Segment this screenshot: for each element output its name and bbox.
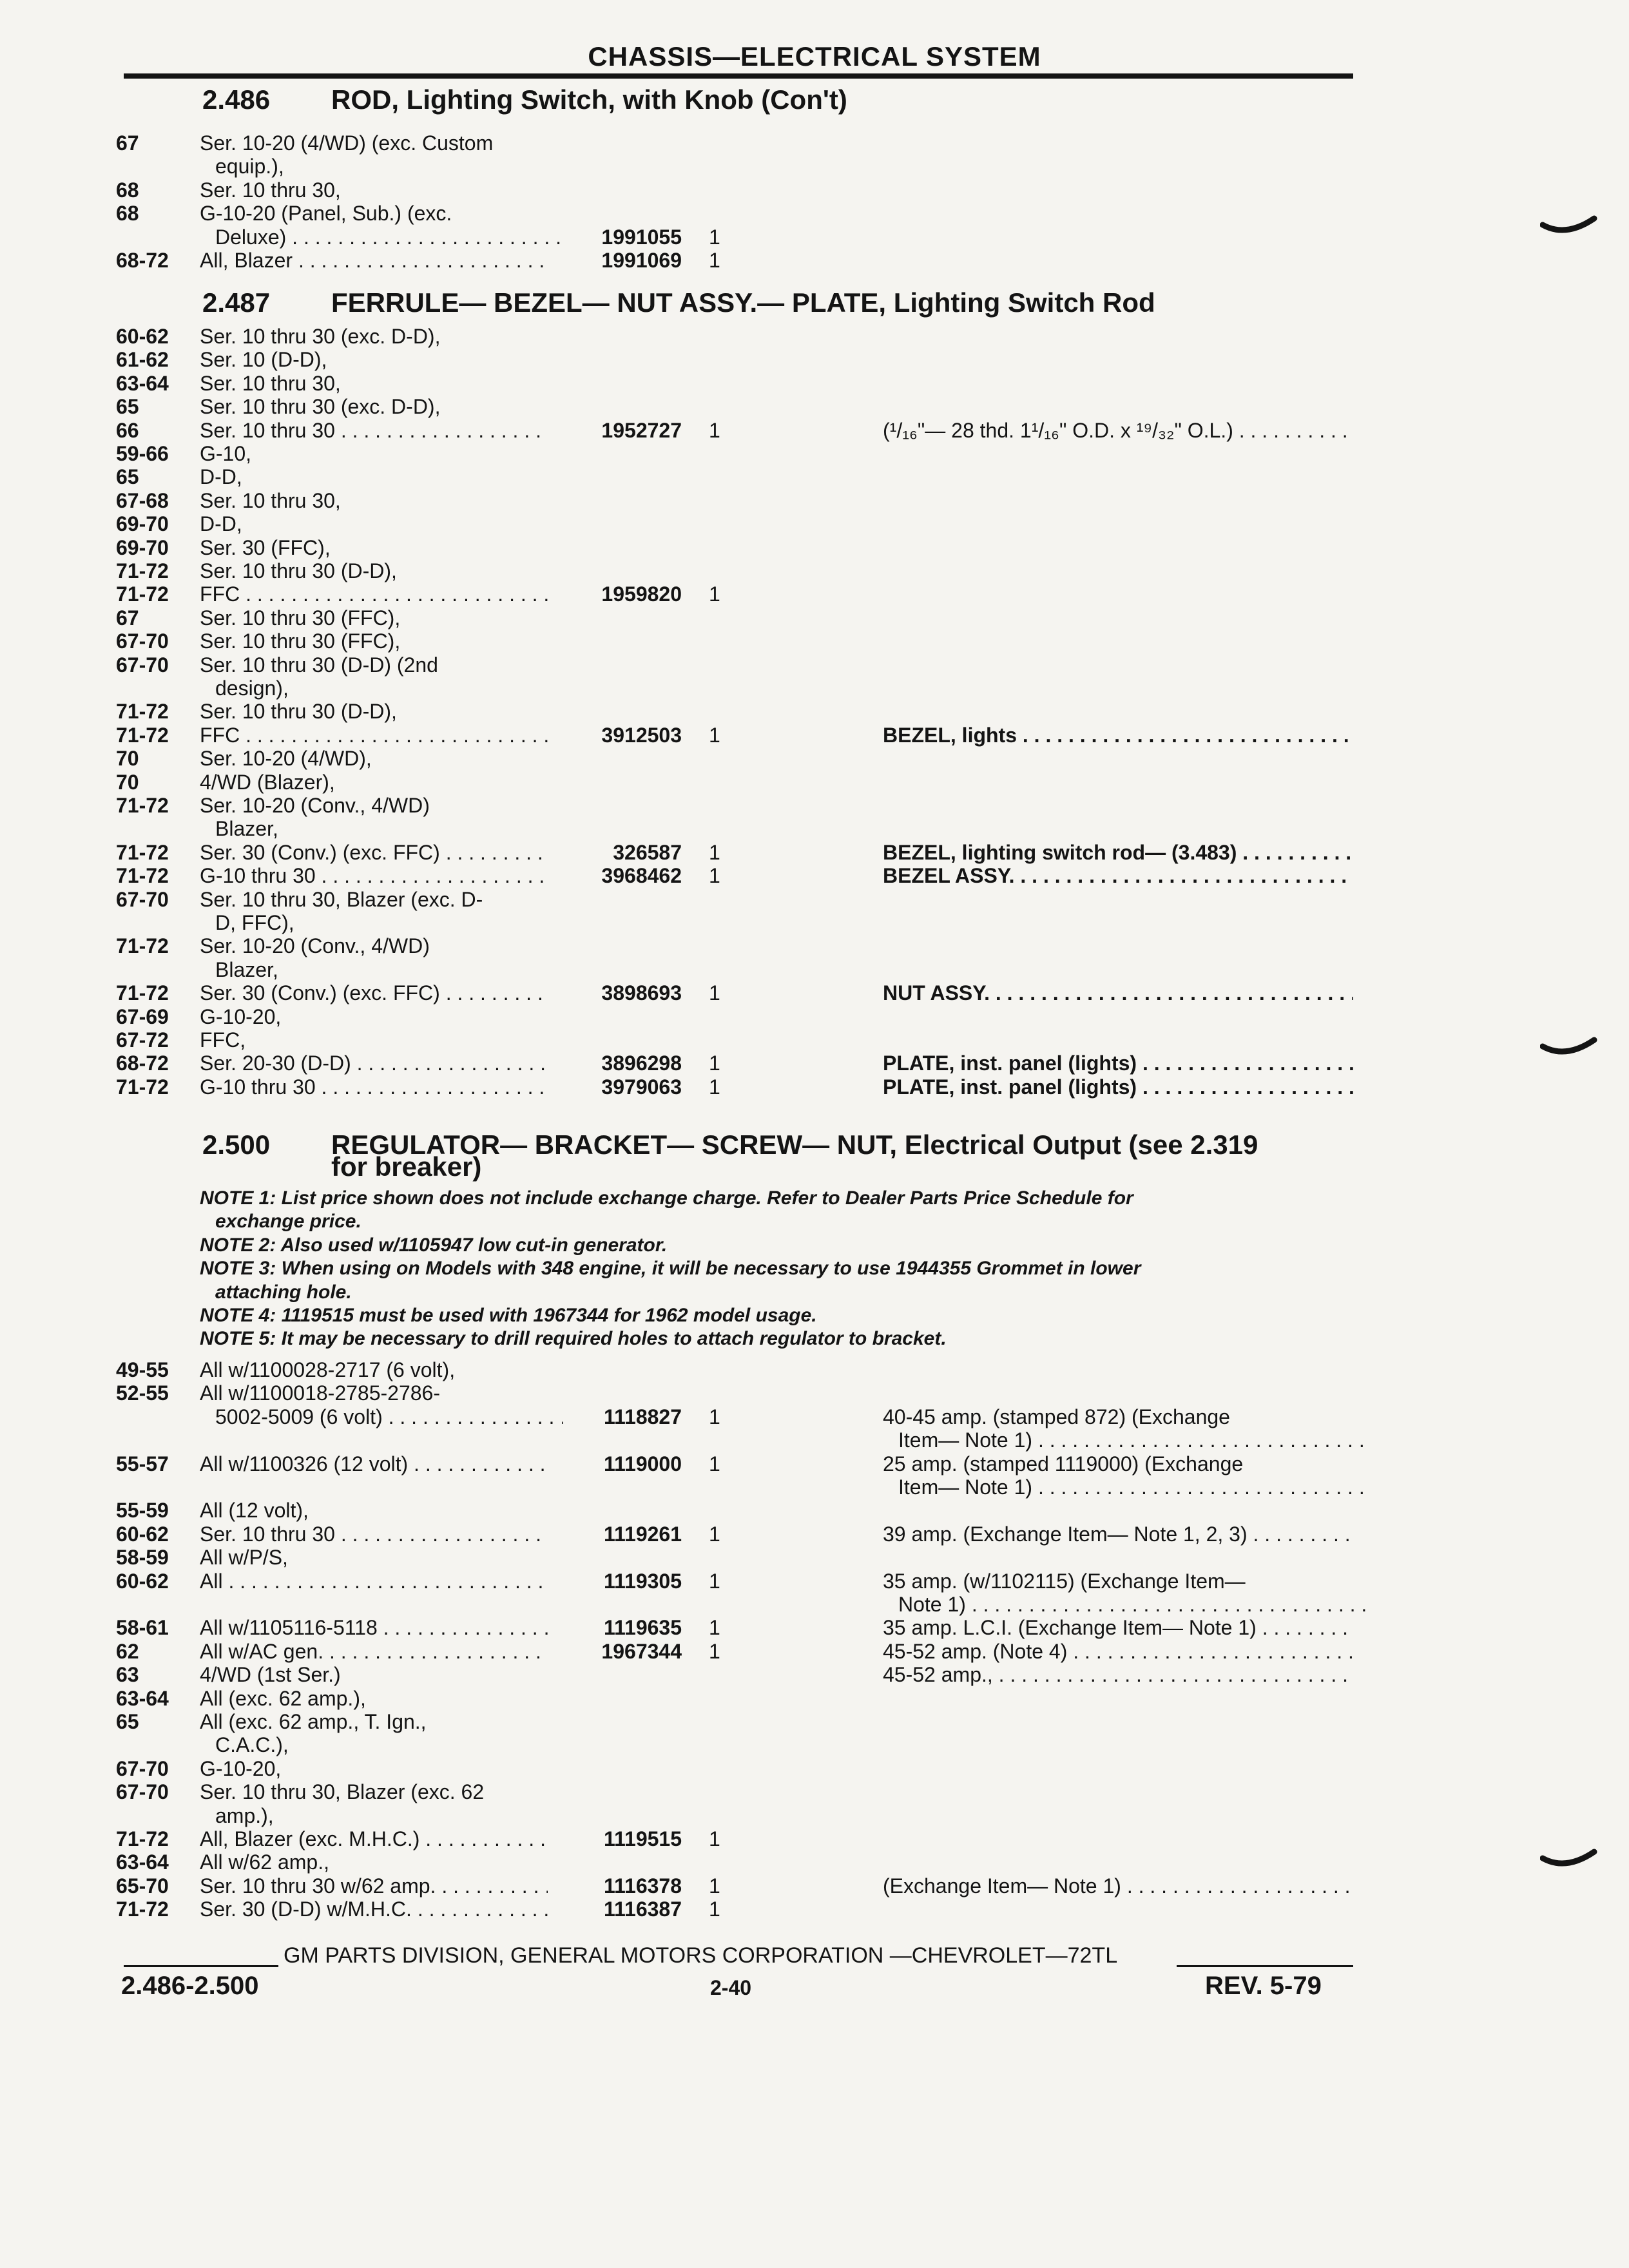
part-number: 1119635 xyxy=(603,1616,682,1639)
model-year: 55-57 xyxy=(116,1452,169,1475)
model-year: 67-70 xyxy=(116,1757,169,1780)
part-number: 1991055 xyxy=(601,226,682,249)
application: All w/AC gen. . . . xyxy=(200,1640,548,1663)
section-title: ROD, Lighting Switch, with Knob (Con't) xyxy=(331,84,847,115)
table-row xyxy=(0,817,1629,840)
application: All . . . xyxy=(200,1570,548,1593)
application: Ser. 30 (Conv.) (exc. FFC) . . . xyxy=(200,981,548,1004)
description: PLATE, inst. panel (lights) . . . xyxy=(883,1075,1353,1099)
model-year: 71-72 xyxy=(116,582,169,606)
description: (¹/₁₆"— 28 thd. 1¹/₁₆" O.D. x ¹⁹/₃₂" O.L.) . . . xyxy=(883,419,1353,442)
quantity: 1 xyxy=(709,1616,720,1639)
application: Ser. 10 thru 30 . . . xyxy=(200,1523,548,1546)
application: Ser. 10-20 (4/WD), xyxy=(200,747,372,770)
part-number: 1952727 xyxy=(601,419,682,442)
application: Ser. 30 (Conv.) (exc. FFC) . . . xyxy=(200,841,548,864)
table-row xyxy=(0,1428,1629,1452)
description: PLATE, inst. panel (lights) . . . xyxy=(883,1052,1353,1075)
application: Ser. 20-30 (D-D) . . . xyxy=(200,1052,548,1075)
application: G-10-20, xyxy=(200,1757,282,1780)
table-row xyxy=(0,465,1629,488)
section-note: NOTE 5: It may be necessary to drill required holes to attach regulator to bracket. xyxy=(200,1328,947,1350)
application: G-10 thru 30 . . . xyxy=(200,1075,548,1099)
scan-mark-2 xyxy=(1540,1031,1598,1063)
application: design), xyxy=(215,677,289,700)
application: Ser. 30 (D-D) w/M.H.C. . . . xyxy=(200,1898,548,1921)
application: 4/WD (1st Ser.) xyxy=(200,1663,341,1686)
application: All, Blazer (exc. M.H.C.) . . . xyxy=(200,1827,548,1850)
quantity: 1 xyxy=(709,419,720,442)
model-year: 52-55 xyxy=(116,1381,169,1405)
section-note: NOTE 4: 1119515 must be used with 1967344 for 1962 model usage. xyxy=(200,1305,817,1326)
footer-rule-left xyxy=(124,1965,278,1967)
application: All w/1100018-2785-2786- xyxy=(200,1381,440,1405)
application: All w/P/S, xyxy=(200,1546,288,1569)
table-row xyxy=(0,700,1629,723)
application: amp.), xyxy=(215,1804,274,1827)
table-row xyxy=(0,724,1629,747)
quantity: 1 xyxy=(709,841,720,864)
description: 35 amp. (w/1102115) (Exchange Item— xyxy=(883,1570,1246,1593)
application: All w/1100326 (12 volt) . . . xyxy=(200,1452,548,1475)
model-year: 65-70 xyxy=(116,1874,169,1898)
application: equip.), xyxy=(215,155,284,178)
table-row xyxy=(0,794,1629,817)
application: Deluxe) . . . xyxy=(215,226,563,249)
model-year: 67-69 xyxy=(116,1005,169,1028)
footer-division: GM PARTS DIVISION, GENERAL MOTORS CORPORATION —CHEVROLET—72TL xyxy=(284,1943,1118,1968)
table-row xyxy=(0,395,1629,418)
application: All, Blazer . . . xyxy=(200,249,548,272)
footer-range: 2.486-2.500 xyxy=(121,1972,259,2000)
model-year: 71-72 xyxy=(116,934,169,957)
table-row xyxy=(0,202,1629,225)
model-year: 71-72 xyxy=(116,559,169,582)
model-year: 58-61 xyxy=(116,1616,169,1639)
application: Blazer, xyxy=(215,958,278,981)
application: Ser. 10 thru 30 w/62 amp. . . . xyxy=(200,1874,548,1898)
table-row xyxy=(0,155,1629,178)
application: Ser. 10-20 (4/WD) (exc. Custom xyxy=(200,131,494,155)
application: Ser. 10 thru 30 (FFC), xyxy=(200,606,401,629)
model-year: 67-70 xyxy=(116,629,169,653)
table-row xyxy=(0,489,1629,512)
table-row xyxy=(0,1523,1629,1546)
application: D, FFC), xyxy=(215,911,294,934)
quantity: 1 xyxy=(709,582,720,606)
section-note: exchange price. xyxy=(215,1211,361,1233)
model-year: 71-72 xyxy=(116,1898,169,1921)
quantity: 1 xyxy=(709,1898,720,1921)
application: Ser. 10 thru 30, xyxy=(200,372,341,395)
part-number: 3896298 xyxy=(601,1052,682,1075)
model-year: 63-64 xyxy=(116,1687,169,1710)
model-year: 65 xyxy=(116,1710,139,1733)
model-year: 68-72 xyxy=(116,1052,169,1075)
footer-page-number: 2-40 xyxy=(710,1976,752,1999)
application: FFC, xyxy=(200,1028,246,1052)
application: C.A.C.), xyxy=(215,1733,289,1756)
table-row xyxy=(0,1405,1629,1428)
table-row xyxy=(0,1687,1629,1710)
quantity: 1 xyxy=(709,1052,720,1075)
footer-revision: REV. 5-79 xyxy=(1205,1972,1322,2000)
model-year: 63-64 xyxy=(116,1850,169,1874)
model-year: 60-62 xyxy=(116,1570,169,1593)
section-note: NOTE 3: When using on Models with 348 engine, it will be necessary to use 1944355 Grommet in lower xyxy=(200,1258,1141,1280)
table-row xyxy=(0,841,1629,864)
quantity: 1 xyxy=(709,1827,720,1850)
table-row xyxy=(0,911,1629,934)
table-row xyxy=(0,536,1629,559)
table-row xyxy=(0,1874,1629,1898)
application: Ser. 10 thru 30, Blazer (exc. D- xyxy=(200,888,483,911)
application: Ser. 10 thru 30 (FFC), xyxy=(200,629,401,653)
table-row xyxy=(0,747,1629,770)
description: 25 amp. (stamped 1119000) (Exchange xyxy=(883,1452,1244,1475)
description: 35 amp. L.C.I. (Exchange Item— Note 1) . . . xyxy=(883,1616,1353,1639)
application: Ser. 10 thru 30 (D-D), xyxy=(200,700,397,723)
part-number: 3912503 xyxy=(601,724,682,747)
application: Ser. 10 thru 30, xyxy=(200,178,341,202)
application: D-D, xyxy=(200,465,242,488)
application: Ser. 10 thru 30 (exc. D-D), xyxy=(200,325,441,348)
section-note: attaching hole. xyxy=(215,1281,352,1303)
table-row xyxy=(0,606,1629,629)
table-row xyxy=(0,1381,1629,1405)
model-year: 67-70 xyxy=(116,888,169,911)
part-number: 1991069 xyxy=(601,249,682,272)
description: 40-45 amp. (stamped 872) (Exchange xyxy=(883,1405,1230,1428)
application: FFC . . . xyxy=(200,724,548,747)
application: All w/1105116-5118 . . . xyxy=(200,1616,548,1639)
model-year: 68 xyxy=(116,202,139,225)
model-year: 68 xyxy=(116,178,139,202)
application: All (exc. 62 amp., T. Ign., xyxy=(200,1710,427,1733)
application: D-D, xyxy=(200,512,242,535)
description: 45-52 amp. (Note 4) . . . xyxy=(883,1640,1353,1663)
application: Ser. 10 thru 30 (D-D) (2nd xyxy=(200,653,438,677)
table-row xyxy=(0,226,1629,249)
model-year: 49-55 xyxy=(116,1358,169,1381)
model-year: 71-72 xyxy=(116,981,169,1004)
quantity: 1 xyxy=(709,226,720,249)
model-year: 55-59 xyxy=(116,1499,169,1522)
table-row xyxy=(0,512,1629,535)
description: (Exchange Item— Note 1) . . . xyxy=(883,1874,1353,1898)
page-title: CHASSIS—ELECTRICAL SYSTEM xyxy=(588,41,1041,72)
model-year: 71-72 xyxy=(116,700,169,723)
table-row xyxy=(0,559,1629,582)
model-year: 67 xyxy=(116,131,139,155)
quantity: 1 xyxy=(709,1452,720,1475)
part-number: 1967344 xyxy=(601,1640,682,1663)
part-number: 1959820 xyxy=(601,582,682,606)
model-year: 67-72 xyxy=(116,1028,169,1052)
table-row xyxy=(0,442,1629,465)
table-row xyxy=(0,981,1629,1004)
section-number: 2.486 xyxy=(202,84,271,115)
part-number: 1116378 xyxy=(603,1874,682,1898)
section-note: NOTE 1: List price shown does not include exchange charge. Refer to Dealer Parts Price Schedule for xyxy=(200,1187,1133,1209)
part-number: 1116387 xyxy=(603,1898,682,1921)
section-note: NOTE 2: Also used w/1105947 low cut-in generator. xyxy=(200,1234,668,1256)
table-row xyxy=(0,958,1629,981)
model-year: 70 xyxy=(116,771,139,794)
description: Item— Note 1) . . . xyxy=(898,1428,1369,1452)
application: Blazer, xyxy=(215,817,278,840)
model-year: 67 xyxy=(116,606,139,629)
table-row xyxy=(0,1827,1629,1850)
application: Ser. 10 thru 30 (exc. D-D), xyxy=(200,395,441,418)
application: All (12 volt), xyxy=(200,1499,309,1522)
model-year: 63-64 xyxy=(116,372,169,395)
table-row xyxy=(0,249,1629,272)
section-header xyxy=(202,84,1362,116)
section-title: FERRULE— BEZEL— NUT ASSY.— PLATE, Lighting Switch Rod xyxy=(331,287,1155,318)
table-row xyxy=(0,1499,1629,1522)
application: All w/62 amp., xyxy=(200,1850,329,1874)
scan-mark-3 xyxy=(1540,1843,1598,1875)
model-year: 58-59 xyxy=(116,1546,169,1569)
model-year: 60-62 xyxy=(116,1523,169,1546)
application: Ser. 10 thru 30, xyxy=(200,489,341,512)
table-row xyxy=(0,1052,1629,1075)
quantity: 1 xyxy=(709,724,720,747)
table-row xyxy=(0,1663,1629,1686)
section-number: 2.487 xyxy=(202,287,271,318)
quantity: 1 xyxy=(709,1640,720,1663)
quantity: 1 xyxy=(709,1874,720,1898)
table-row xyxy=(0,1757,1629,1780)
table-row xyxy=(0,178,1629,202)
part-number: 3979063 xyxy=(601,1075,682,1099)
table-row xyxy=(0,372,1629,395)
table-row xyxy=(0,1358,1629,1381)
scan-mark-1 xyxy=(1540,209,1598,242)
section-header xyxy=(202,287,1362,319)
table-row xyxy=(0,325,1629,348)
model-year: 63 xyxy=(116,1663,139,1686)
model-year: 65 xyxy=(116,465,139,488)
section-title-line2 xyxy=(202,1151,1362,1183)
table-row xyxy=(0,1733,1629,1756)
model-year: 60-62 xyxy=(116,325,169,348)
application: Ser. 10 (D-D), xyxy=(200,348,327,371)
table-row xyxy=(0,934,1629,957)
table-row xyxy=(0,419,1629,442)
table-row xyxy=(0,629,1629,653)
model-year: 69-70 xyxy=(116,512,169,535)
model-year: 71-72 xyxy=(116,1827,169,1850)
quantity: 1 xyxy=(709,864,720,887)
part-number: 3968462 xyxy=(601,864,682,887)
part-number: 3898693 xyxy=(601,981,682,1004)
part-number: 1119261 xyxy=(603,1523,682,1546)
quantity: 1 xyxy=(709,1570,720,1593)
application: Ser. 10-20 (Conv., 4/WD) xyxy=(200,794,430,817)
application: All (exc. 62 amp.), xyxy=(200,1687,366,1710)
model-year: 67-70 xyxy=(116,653,169,677)
part-number: 1119515 xyxy=(603,1827,682,1850)
section-title: REGULATOR— BRACKET— SCREW— NUT, Electrical Output (see 2.319 xyxy=(331,1129,1258,1160)
description: Note 1) . . . xyxy=(898,1593,1369,1616)
application: All w/1100028-2717 (6 volt), xyxy=(200,1358,456,1381)
table-row xyxy=(0,1005,1629,1028)
application: Ser. 10 thru 30 . . . xyxy=(200,419,548,442)
table-row xyxy=(0,1850,1629,1874)
table-row xyxy=(0,1075,1629,1099)
application: G-10 thru 30 . . . xyxy=(200,864,548,887)
model-year: 66 xyxy=(116,419,139,442)
footer-rule-right xyxy=(1177,1965,1353,1967)
application: G-10-20, xyxy=(200,1005,282,1028)
model-year: 71-72 xyxy=(116,1075,169,1099)
model-year: 71-72 xyxy=(116,864,169,887)
table-row xyxy=(0,864,1629,887)
table-row xyxy=(0,771,1629,794)
model-year: 71-72 xyxy=(116,724,169,747)
model-year: 68-72 xyxy=(116,249,169,272)
quantity: 1 xyxy=(709,1075,720,1099)
application: FFC . . . xyxy=(200,582,548,606)
description: NUT ASSY. . . . xyxy=(883,981,1353,1004)
table-row xyxy=(0,1546,1629,1569)
description: 45-52 amp., . . . xyxy=(883,1663,1353,1686)
section-title-continuation: for breaker) xyxy=(331,1151,482,1182)
application: 5002-5009 (6 volt) . . . xyxy=(215,1405,563,1428)
table-row xyxy=(0,1475,1629,1499)
table-row xyxy=(0,1616,1629,1639)
description: BEZEL, lighting switch rod— (3.483) . . . xyxy=(883,841,1353,864)
table-row xyxy=(0,888,1629,911)
model-year: 59-66 xyxy=(116,442,169,465)
model-year: 61-62 xyxy=(116,348,169,371)
part-number: 1118827 xyxy=(603,1405,682,1428)
table-row xyxy=(0,1570,1629,1593)
table-row xyxy=(0,653,1629,677)
application: G-10, xyxy=(200,442,252,465)
application: 4/WD (Blazer), xyxy=(200,771,335,794)
model-year: 69-70 xyxy=(116,536,169,559)
part-number: 1119305 xyxy=(603,1570,682,1593)
description: 39 amp. (Exchange Item— Note 1, 2, 3) . . . xyxy=(883,1523,1353,1546)
quantity: 1 xyxy=(709,249,720,272)
application: G-10-20 (Panel, Sub.) (exc. xyxy=(200,202,452,225)
application: Ser. 10 thru 30 (D-D), xyxy=(200,559,397,582)
description: Item— Note 1) . . . xyxy=(898,1475,1369,1499)
description: BEZEL, lights . . . xyxy=(883,724,1353,747)
section-number: 2.500 xyxy=(202,1129,271,1160)
model-year: 65 xyxy=(116,395,139,418)
table-row xyxy=(0,1780,1629,1803)
application: Ser. 10 thru 30, Blazer (exc. 62 xyxy=(200,1780,485,1803)
part-number: 326587 xyxy=(613,841,682,864)
application: Ser. 30 (FFC), xyxy=(200,536,331,559)
quantity: 1 xyxy=(709,1405,720,1428)
model-year: 67-68 xyxy=(116,489,169,512)
table-row xyxy=(0,1710,1629,1733)
part-number: 1119000 xyxy=(603,1452,682,1475)
model-year: 67-70 xyxy=(116,1780,169,1803)
table-row xyxy=(0,677,1629,700)
description: BEZEL ASSY. . . . xyxy=(883,864,1353,887)
table-row xyxy=(0,131,1629,155)
table-row xyxy=(0,582,1629,606)
table-row xyxy=(0,1593,1629,1616)
quantity: 1 xyxy=(709,981,720,1004)
model-year: 62 xyxy=(116,1640,139,1663)
quantity: 1 xyxy=(709,1523,720,1546)
model-year: 70 xyxy=(116,747,139,770)
table-row xyxy=(0,1898,1629,1921)
table-row xyxy=(0,348,1629,371)
table-row xyxy=(0,1804,1629,1827)
table-row xyxy=(0,1640,1629,1663)
table-row xyxy=(0,1452,1629,1475)
table-row xyxy=(0,1028,1629,1052)
model-year: 71-72 xyxy=(116,794,169,817)
application: Ser. 10-20 (Conv., 4/WD) xyxy=(200,934,430,957)
model-year: 71-72 xyxy=(116,841,169,864)
